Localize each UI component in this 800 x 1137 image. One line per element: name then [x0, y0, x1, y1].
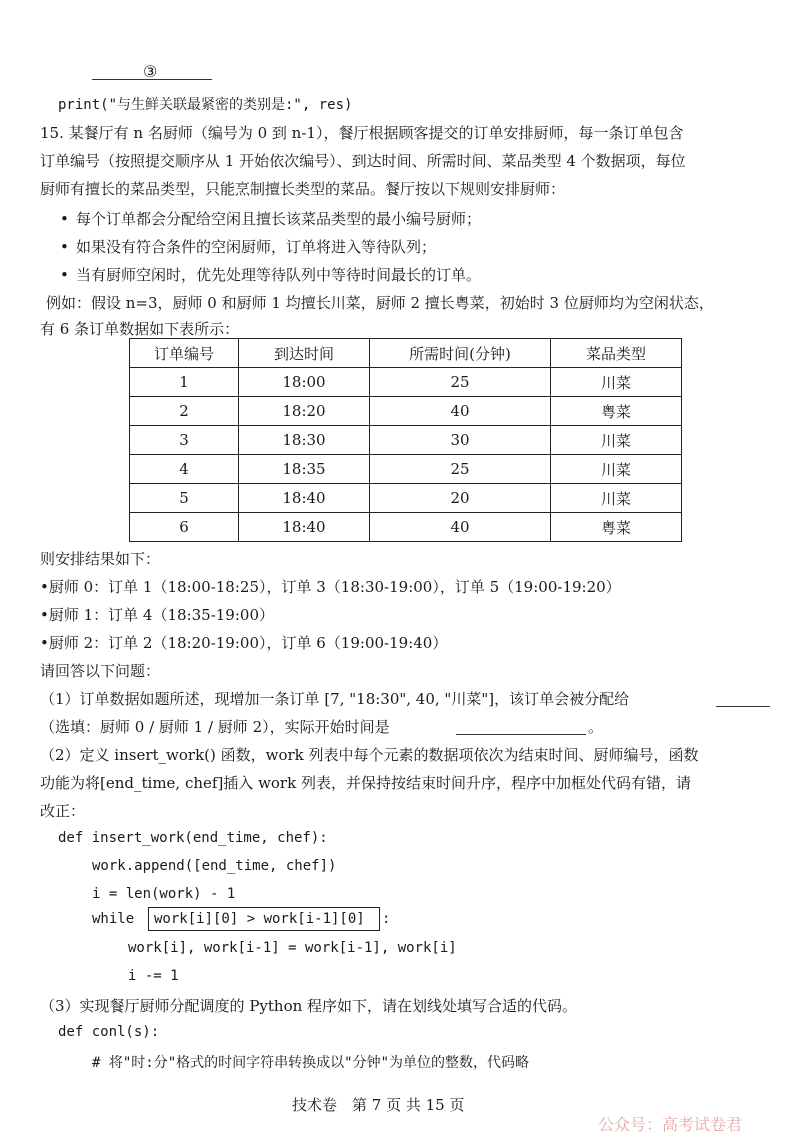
code-swap: work[i], work[i-1] = work[i-1], work[i]	[128, 940, 457, 956]
sub2-line-1: （2）定义 insert_work() 函数，work 列表中每个元素的数据项依次为结束时间、厨师编号，函数	[40, 746, 699, 764]
header-dish-type: 菜品类型	[551, 339, 682, 368]
page-footer: 技术卷 第 7 页 共 15 页	[292, 1096, 465, 1114]
header-duration: 所需时间(分钟)	[370, 339, 551, 368]
rule-item	[60, 236, 436, 257]
rule-item	[60, 208, 481, 229]
rule-text: 每个订单都会分配给空闲且擅长该菜品类型的最小编号厨师；	[76, 210, 482, 228]
example-line-2: 有 6 条订单数据如下表所示：	[40, 320, 240, 338]
blank-marker: ③	[143, 62, 158, 81]
code-def-conl: def conl(s):	[58, 1024, 160, 1040]
cell: 18:20	[239, 397, 370, 426]
cell: 川菜	[551, 455, 682, 484]
q15-intro-line-3: 厨师有擅长的菜品类型，只能烹制擅长类型的菜品。餐厅按以下规则安排厨师：	[40, 180, 566, 198]
table-row	[130, 455, 682, 484]
watermark: 公众号：高考试卷君	[598, 1115, 743, 1134]
bullet-icon: •	[60, 238, 69, 256]
cell: 18:35	[239, 455, 370, 484]
header-order-id: 订单编号	[130, 339, 239, 368]
cell: 川菜	[551, 484, 682, 513]
cell: 2	[130, 397, 239, 426]
result-chef-0: •厨师 0：订单 1（18:00-18:25），订单 3（18:30-19:00），订单 5（19:00-19:20）	[40, 578, 621, 596]
table-row	[130, 426, 682, 455]
code-comment: # 将"时:分"格式的时间字符串转换成以"分钟"为单位的整数，代码略	[92, 1055, 529, 1071]
code-boxed-condition: work[i][0] > work[i-1][0]	[154, 911, 365, 927]
cell: 1	[130, 368, 239, 397]
code-i-assign: i = len(work) - 1	[92, 886, 236, 902]
table-row	[130, 513, 682, 542]
result-chef-2: •厨师 2：订单 2（18:20-19:00），订单 6（19:00-19:40）	[40, 634, 448, 652]
sub2-line-2: 功能为将[end_time, chef]插入 work 列表，并保持按结束时间升序，程序中加框处代码有错，请	[40, 774, 691, 792]
header-arrival: 到达时间	[239, 339, 370, 368]
cell: 30	[370, 426, 551, 455]
sub1-blank-start-time[interactable]	[456, 734, 586, 735]
sub1-blank-chef[interactable]	[716, 706, 770, 707]
q15-intro-line-2: 订单编号（按照提交顺序从 1 开始依次编号）、到达时间、所需时间、菜品类型 4 个数据项，每位	[40, 152, 686, 170]
sub1-line-1: （1）订单数据如题所述，现增加一条订单 [7, "18:30", 40, "川菜"]，该订单会被分配给	[40, 690, 630, 708]
print-statement: print("与生鲜关联最紧密的类别是:", res)	[58, 97, 353, 113]
table-header-row	[130, 339, 682, 368]
rule-item	[60, 264, 481, 285]
cell: 4	[130, 455, 239, 484]
cell: 40	[370, 397, 551, 426]
example-line-1: 例如：假设 n=3，厨师 0 和厨师 1 均擅长川菜，厨师 2 擅长粤菜，初始时 3 位厨师均为空闲状态，	[46, 294, 714, 312]
cell: 18:00	[239, 368, 370, 397]
table-row	[130, 484, 682, 513]
cell: 25	[370, 368, 551, 397]
cell: 3	[130, 426, 239, 455]
code-append: work.append([end_time, chef])	[92, 858, 337, 874]
sub1-line-2b: 。	[588, 718, 604, 736]
code-def-insert-work: def insert_work(end_time, chef):	[58, 830, 328, 846]
cell: 18:40	[239, 513, 370, 542]
cell: 川菜	[551, 368, 682, 397]
rule-text: 如果没有符合条件的空闲厨师，订单将进入等待队列；	[76, 238, 437, 256]
result-chef-1: •厨师 1：订单 4（18:35-19:00）	[40, 606, 274, 624]
code-while-colon: :	[382, 911, 391, 927]
question-heading: 请回答以下问题：	[40, 662, 161, 680]
cell: 20	[370, 484, 551, 513]
cell: 18:40	[239, 484, 370, 513]
cell: 6	[130, 513, 239, 542]
q15-intro-line-1: 15. 某餐厅有 n 名厨师（编号为 0 到 n-1），餐厅根据顾客提交的订单安排厨师，每一条订单包含	[40, 124, 684, 142]
cell: 粤菜	[551, 513, 682, 542]
cell: 川菜	[551, 426, 682, 455]
cell: 5	[130, 484, 239, 513]
bullet-icon: •	[60, 266, 69, 284]
table-row	[130, 397, 682, 426]
sub3-line: （3）实现餐厅厨师分配调度的 Python 程序如下，请在划线处填写合适的代码。	[40, 997, 578, 1015]
cell: 18:30	[239, 426, 370, 455]
result-heading: 则安排结果如下：	[40, 550, 161, 568]
sub2-line-3: 改正：	[40, 802, 86, 820]
cell: 25	[370, 455, 551, 484]
table-row	[130, 368, 682, 397]
orders-table	[129, 338, 682, 542]
bullet-icon: •	[60, 210, 69, 228]
cell: 40	[370, 513, 551, 542]
sub1-line-2a: （选填：厨师 0 / 厨师 1 / 厨师 2），实际开始时间是	[40, 718, 390, 736]
code-while-keyword: while	[92, 911, 135, 927]
code-decrement: i -= 1	[128, 968, 179, 984]
rule-text: 当有厨师空闲时，优先处理等待队列中等待时间最长的订单。	[76, 266, 482, 284]
cell: 粤菜	[551, 397, 682, 426]
